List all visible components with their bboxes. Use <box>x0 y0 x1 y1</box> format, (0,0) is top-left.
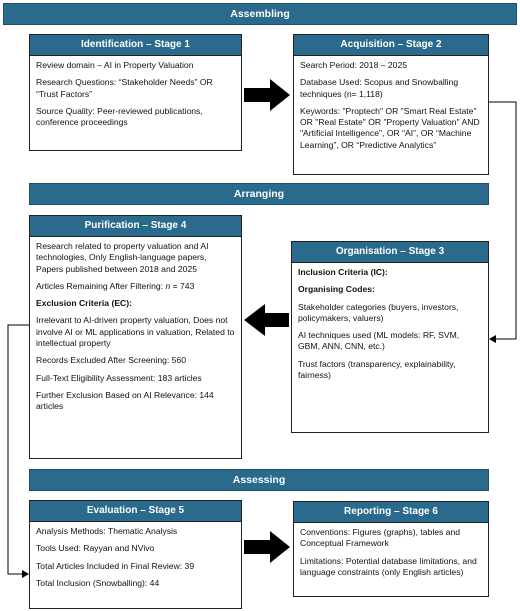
block-arrow-right <box>244 79 290 111</box>
records-excluded: Records Excluded After Screening: 560 <box>36 355 187 366</box>
section-banner-assembling: Assembling <box>3 3 517 25</box>
stage-line: Search Period: 2018 – 2025 <box>300 60 408 70</box>
section-banner-assessing: Assessing <box>29 469 489 491</box>
stage-line: Keywords: "Proptech" OR "Smart Real Estate" OR "Real Estate" OR "Property Valuation" AND "Artificial Intelligence", OR “AI”, OR “Machine Learning”, OR “Predictive Analytics” <box>300 105 480 150</box>
block-arrow-left <box>244 304 289 336</box>
stage-title: Acquisition – Stage 2 <box>294 35 488 56</box>
stage-line: Limitations: Potential database limitations, and language constraints (only English articles) <box>300 555 477 577</box>
stage-line: Analysis Methods: Thematic Analysis <box>36 526 178 536</box>
stage-line: Source Quality: Peer-reviewed publications, conference proceedings <box>36 105 203 128</box>
trust-factors: Trust factors (transparency, explainability, fairness) <box>298 358 456 381</box>
stakeholders: Stakeholder categories (buyers, investors, policymakers, valuers) <box>298 301 459 323</box>
stage-line: Conventions: Figures (graphs), tables and Conceptual Framework <box>300 527 461 549</box>
block-arrow-right <box>244 531 290 563</box>
stage-line: Total Articles Included in Final Review: 39 <box>36 560 195 571</box>
inclusion-heading: Inclusion Criteria (IC): <box>298 267 388 277</box>
articles-remaining: Articles Remaining After Filtering: n = 743 <box>36 280 195 291</box>
stage-line: Database Used: Scopus and Snowballing techniques (n= 1,118) <box>300 77 459 99</box>
stage-title: Organisation – Stage 3 <box>292 242 488 263</box>
codes-heading: Organising Codes: <box>298 284 375 295</box>
connector-arrowhead <box>489 335 496 343</box>
stage-title: Evaluation – Stage 5 <box>30 501 241 522</box>
elbow-connector <box>8 325 29 574</box>
stage-line: Research Questions: “Stakeholder Needs” OR “Trust Factors” <box>36 77 213 99</box>
stage-title: Purification – Stage 4 <box>30 216 241 237</box>
elbow-connector <box>489 102 516 339</box>
stage-line: Total Inclusion (Snowballing): 44 <box>36 577 160 588</box>
fulltext-assessment: Full-Text Eligibility Assessment: 183 articles <box>36 372 202 383</box>
exclusion-heading: Exclusion Criteria (EC): <box>36 298 132 309</box>
section-banner-arranging: Arranging <box>29 183 489 205</box>
stage-title: Reporting – Stage 6 <box>294 502 488 523</box>
stage-title: Identification – Stage 1 <box>30 35 241 56</box>
ai-techniques: AI techniques used (ML models: RF, SVM, GBM, ANN, CNN, etc.) <box>298 330 460 352</box>
exclusion-text: Irrelevant to AI-driven property valuation, Does not involve AI or ML applications in valuation, Related to intellectual property <box>36 315 235 349</box>
stage-line: Tools Used: Rayyan and NVivo <box>36 543 155 554</box>
purification-research: Research related to property valuation and AI technologies, Only English-language papers, Papers published between 2018 and 2025 <box>36 241 209 274</box>
further-exclusion: Further Exclusion Based on AI Relevance: 144 articles <box>36 389 214 412</box>
connector-arrowhead <box>22 570 29 578</box>
stage-line: Review domain – AI in Property Valuation <box>36 60 194 70</box>
